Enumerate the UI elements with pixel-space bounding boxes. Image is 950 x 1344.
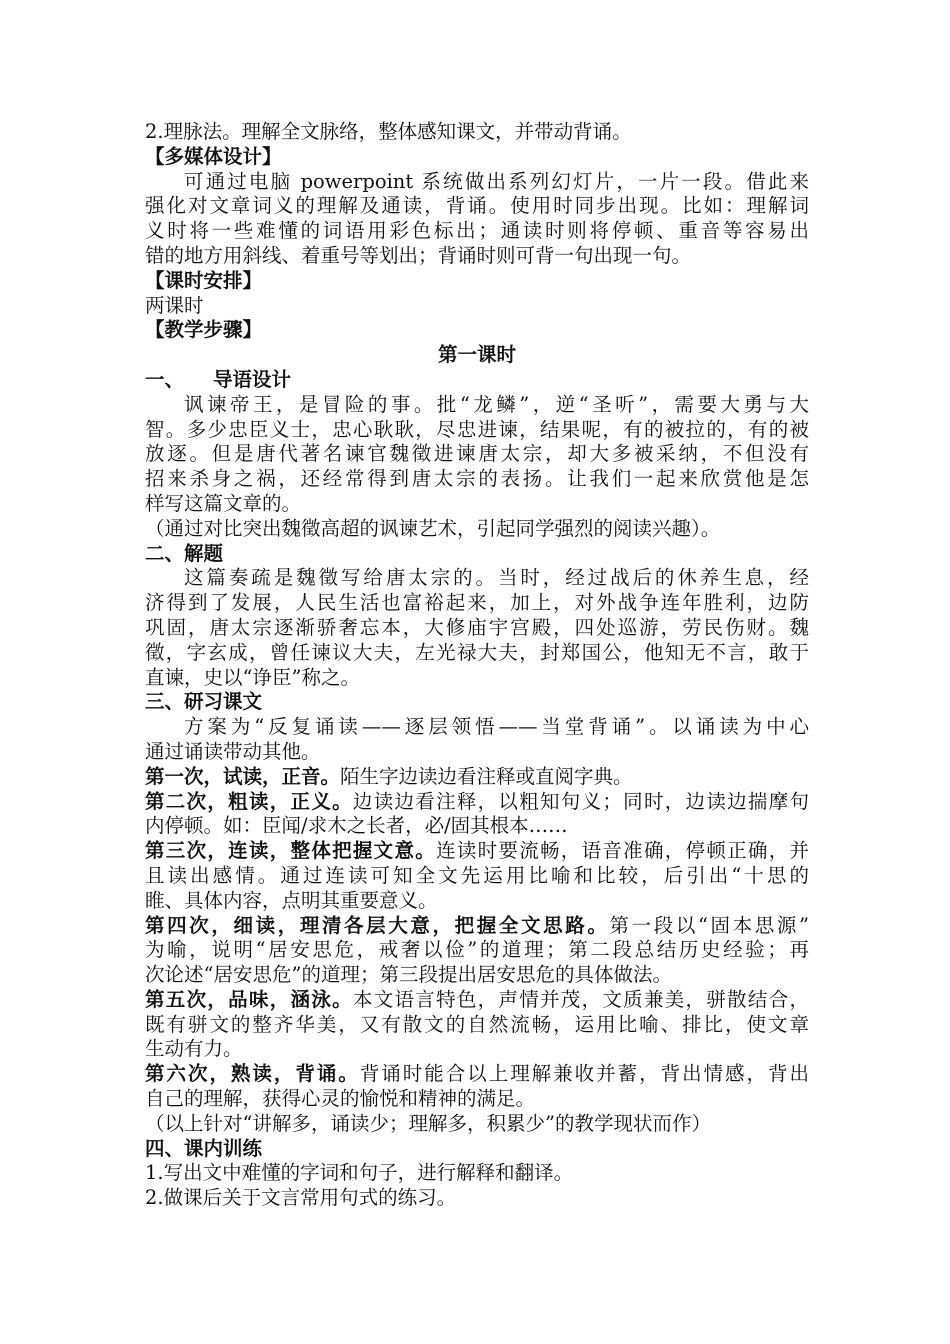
text-line: 为喻，说明“居安思危，戒奢以俭”的道理；第二段总结历史经验；再 <box>145 938 809 962</box>
text-line: 2.做课后关于文言常用句式的练习。 <box>145 1186 457 1210</box>
round-text: 背诵时能合以上理解兼收并蓄，背出情感，背出 <box>359 1062 809 1086</box>
text-line: 讽谏帝王，是冒险的事。批“龙鳞”，逆“圣听”，需要大勇与大 <box>184 392 809 416</box>
round-text: 第一段以“固本思源” <box>609 913 809 937</box>
text-line: 内停顿。如：臣闻/求木之长者，必/固其根本…… <box>145 814 568 838</box>
text-line: 错的地方用斜线、着重号等划出；背诵时则可背一句出现一句。 <box>145 243 692 267</box>
text-line: 招来杀身之祸，还经常得到唐太宗的表扬。让我们一起来欣赏他是怎 <box>145 467 809 491</box>
reading-round-2 <box>145 790 809 815</box>
section-heading-schedule: 【课时安排】 <box>145 268 263 292</box>
text-line: 徵，字玄成，曾任谏议大夫，左光禄大夫，封郑国公，他知无不言，敢于 <box>145 640 809 664</box>
round-label: 第四次，细读，理清各层大意，把握全文思路。 <box>145 913 610 937</box>
round-label: 第五次，品味，涵泳。 <box>145 987 353 1011</box>
text-line: 睢、具体内容，点明其重要意义。 <box>145 888 438 912</box>
text-line: 1.写出文中难懂的字词和句子，进行解释和翻译。 <box>145 1161 574 1185</box>
text-line: 生动有力。 <box>145 1037 243 1061</box>
text-line: 两课时 <box>145 293 204 317</box>
text-line: 这篇奏疏是魏徵写给唐太宗的。当时，经过战后的休养生息，经 <box>184 566 809 590</box>
step-heading-intro <box>145 368 809 393</box>
text-line: （以上针对“讲解多，诵读少；理解多，积累少”的教学现状而作） <box>145 1111 711 1135</box>
round-label: 第三次，连读，整体把握文意。 <box>145 839 437 863</box>
text-line: 样写这篇文章的。 <box>145 491 302 515</box>
text-line: 可通过电脑 powerpoint 系统做出系列幻灯片，一片一段。借此来 <box>184 169 809 193</box>
text-line: 方案为“反复诵读——逐层领悟——当堂背诵”。以诵读为中心 <box>184 715 809 739</box>
reading-round-1 <box>145 765 809 790</box>
lesson-title: 第一课时 <box>437 343 516 367</box>
text-line: 济得到了发展，人民生活也富裕起来，加上，对外战争连年胜利，边防 <box>145 591 809 615</box>
text-line: 强化对文章词义的理解及通读，背诵。使用时同步出现。比如：理解词 <box>145 194 809 218</box>
text-line: 自己的理解，获得心灵的愉悦和精神的满足。 <box>145 1087 536 1111</box>
section-heading-multimedia: 【多媒体设计】 <box>145 144 282 168</box>
round-label: 第二次，粗读，正义。 <box>145 789 353 813</box>
reading-round-5 <box>145 988 809 1013</box>
round-text: 陌生字边读边看注释或直阅字典。 <box>340 764 633 788</box>
text-line: 义时将一些难懂的词语用彩色标出；通读时则将停顿、重音等容易出 <box>145 219 809 243</box>
section-heading-steps: 【教学步骤】 <box>145 318 263 342</box>
reading-round-4 <box>145 914 809 939</box>
text-line: （通过对比突出魏徵高超的讽谏艺术，引起同学强烈的阅读兴趣）。 <box>145 516 721 540</box>
text-line: 通过诵读带动其他。 <box>145 739 321 763</box>
round-text: 连读时要流畅，语音准确，停顿正确，并 <box>436 839 809 863</box>
reading-round-6 <box>145 1062 809 1087</box>
round-text: 边读边看注释，以粗知句义；同时，边读边揣摩句 <box>352 789 809 813</box>
step-number: 一、 <box>145 367 185 391</box>
round-label: 第六次，熟读，背诵。 <box>145 1062 360 1086</box>
round-label: 第一次，试读，正音。 <box>145 764 341 788</box>
document-page <box>145 120 809 1211</box>
text-line: 放逐。但是唐代著名谏官魏徵进谏唐太宗，却大多被采纳，不但没有 <box>145 442 809 466</box>
step-title: 导语设计 <box>213 367 292 391</box>
text-line: 2.理脉法。理解全文脉络，整体感知课文，并带动背诵。 <box>145 120 632 143</box>
step-heading-exercise: 四、课内训练 <box>145 1136 263 1160</box>
text-line: 且读出感情。通过连读可知全文先运用比喻和比较，后引出“十思的 <box>145 863 809 887</box>
round-text: 本文语言特色，声情并茂，文质兼美，骈散结合， <box>352 987 809 1011</box>
reading-round-3 <box>145 839 809 864</box>
text-line: 智。多少忠臣义士，忠心耿耿，尽忠进谏，结果呢，有的被拉的，有的被 <box>145 417 809 441</box>
text-line: 巩固，唐太宗逐渐骄奢忘本，大修庙宇宫殿，四处巡游，劳民伤财。魏 <box>145 615 809 639</box>
text-line: 次论述“居安思危”的道理；第三段提出居安思危的具体做法。 <box>145 963 672 987</box>
step-heading-study: 三、研习课文 <box>145 690 263 714</box>
text-line: 既有骈文的整齐华美，又有散文的自然流畅，运用比喻、排比，使文章 <box>145 1012 809 1036</box>
text-line: 直谏，史以“诤臣”称之。 <box>145 665 360 689</box>
step-heading-title-explanation: 二、解题 <box>145 541 224 565</box>
